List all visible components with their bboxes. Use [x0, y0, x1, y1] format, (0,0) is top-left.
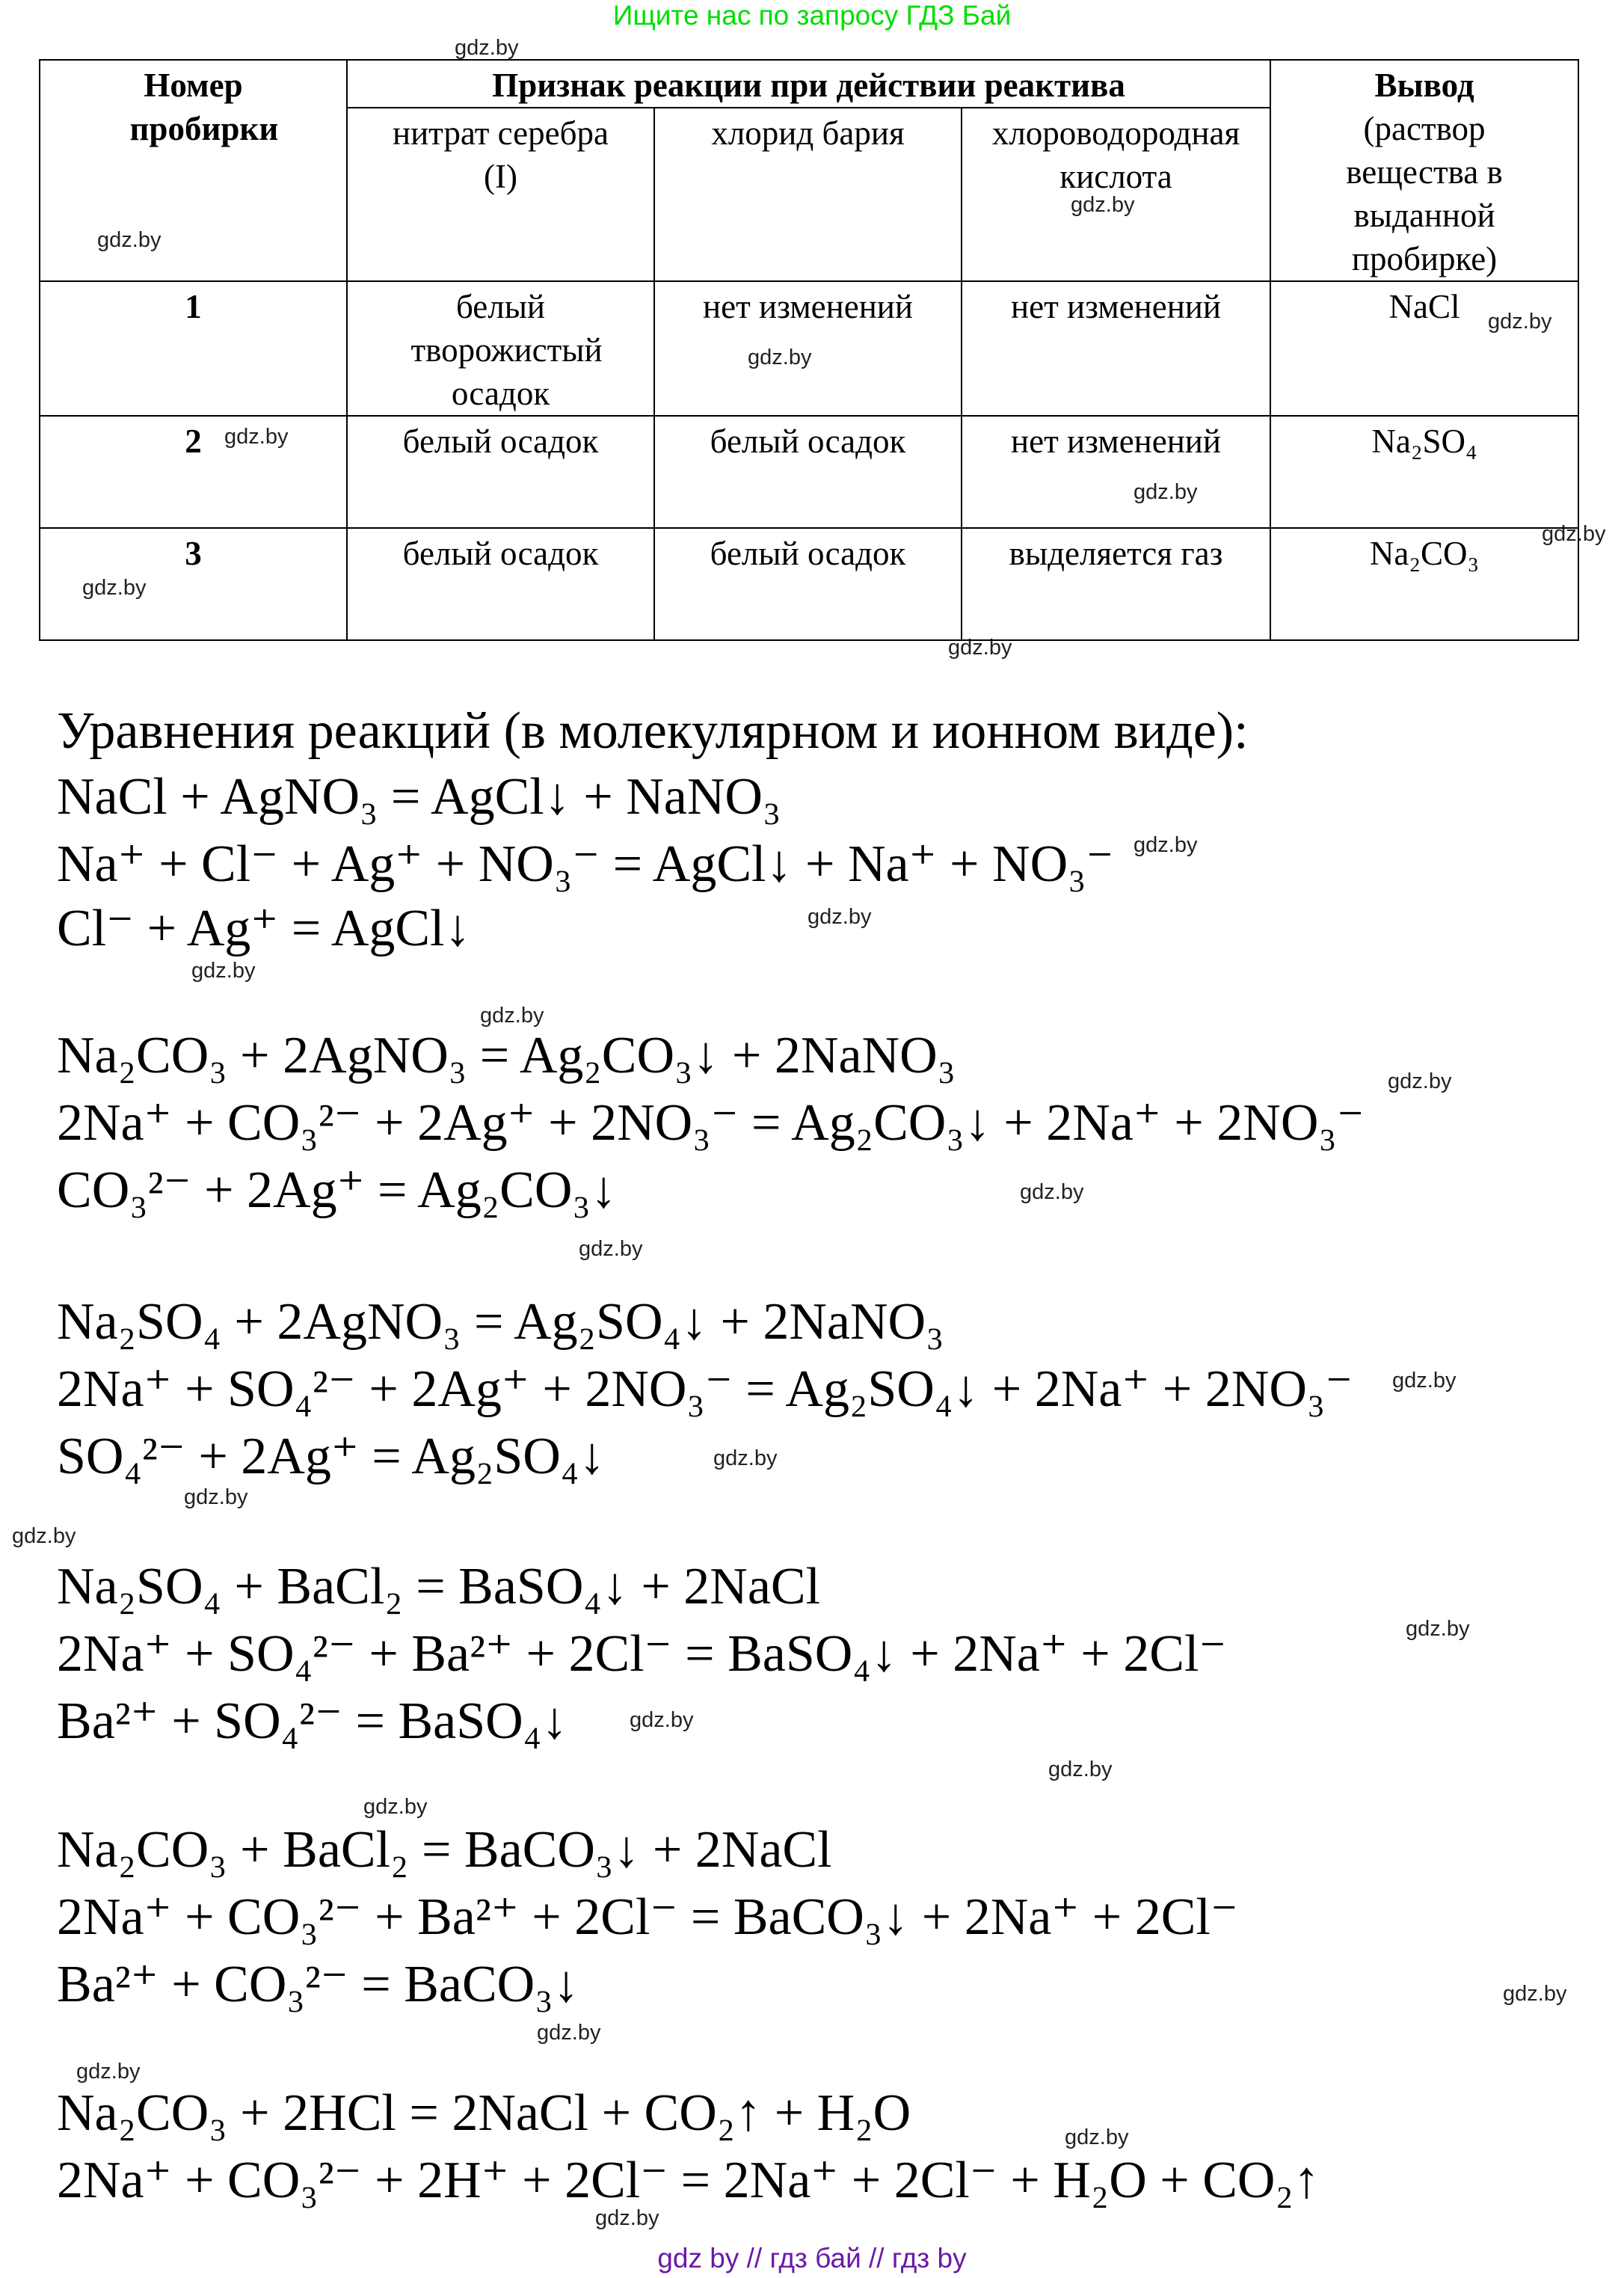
watermark: gdz.by: [595, 2206, 659, 2230]
watermark: gdz.by: [1406, 1617, 1470, 1641]
equation-line: Na₂SO₄ + BaCl₂ = BaSO₄↓ + 2NaCl: [57, 1558, 821, 1615]
table-row: [40, 281, 1578, 416]
watermark: gdz.by: [455, 36, 519, 60]
watermark: gdz.by: [1065, 2125, 1129, 2149]
barium-chloride-result: белый осадок: [654, 416, 962, 528]
table-row: [40, 528, 1578, 640]
row-number: 3: [40, 528, 347, 640]
acid-result: выделяется газ: [962, 528, 1270, 640]
acid-result: нет изменений: [962, 281, 1270, 416]
footer-links: gdz by // гдз бай // гдз by: [657, 2243, 967, 2274]
watermark: gdz.by: [808, 905, 872, 929]
barium-chloride-result: нет изменений: [654, 281, 962, 416]
watermark: gdz.by: [537, 2021, 601, 2045]
search-banner: Ищите нас по запросу ГДЗ Бай: [612, 0, 1012, 31]
watermark: gdz.by: [630, 1708, 694, 1732]
equation-line: Ba²⁺ + CO₃²⁻ = BaCO₃↓: [57, 1956, 579, 2013]
header-reagent-silver-nitrate: нитрат серебра (I): [347, 108, 654, 281]
conclusion-value: Na₂SO₄: [1270, 416, 1578, 528]
row-number: 2: [40, 416, 347, 528]
silver-nitrate-result: белый творожистый осадок: [347, 281, 654, 416]
row-number: 1: [40, 281, 347, 416]
equation-line: Na₂CO₃ + 2AgNO₃ = Ag₂CO₃↓ + 2NaNO₃: [57, 1027, 956, 1084]
watermark: gdz.by: [713, 1446, 778, 1470]
equation-line: NaCl + AgNO₃ = AgCl↓ + NaNO₃: [57, 768, 781, 826]
header-reaction-sign: Признак реакции при действии реактива: [347, 60, 1270, 108]
watermark: gdz.by: [1542, 522, 1606, 546]
watermark: gdz.by: [1392, 1369, 1457, 1393]
equation-line: Cl⁻ + Ag⁺ = AgCl↓: [57, 900, 471, 957]
equation-line: Na⁺ + Cl⁻ + Ag⁺ + NO₃⁻ = AgCl↓ + Na⁺ + NO₃⁻: [57, 835, 1114, 893]
equation-line: CO₃²⁻ + 2Ag⁺ = Ag₂CO₃↓: [57, 1161, 617, 1219]
equation-line: 2Na⁺ + CO₃²⁻ + 2Ag⁺ + 2NO₃⁻ = Ag₂CO₃↓ + 2Na⁺ + 2NO₃⁻: [57, 1094, 1365, 1152]
header-conclusion: Вывод (раствор вещества в выданной пробирке): [1270, 60, 1578, 281]
equation-line: 2Na⁺ + SO₄²⁻ + Ba²⁺ + 2Cl⁻ = BaSO₄↓ + 2Na⁺ + 2Cl⁻: [57, 1625, 1227, 1683]
watermark: gdz.by: [191, 959, 256, 983]
watermark: gdz.by: [1020, 1180, 1084, 1204]
conclusion-value: Na₂CO₃: [1270, 528, 1578, 640]
watermark: gdz.by: [1134, 833, 1198, 857]
watermark: gdz.by: [1134, 480, 1198, 504]
equation-line: 2Na⁺ + SO₄²⁻ + 2Ag⁺ + 2NO₃⁻ = Ag₂SO₄↓ + 2Na⁺ + 2NO₃⁻: [57, 1360, 1353, 1418]
equation-line: Na₂CO₃ + BaCl₂ = BaCO₃↓ + 2NaCl: [57, 1821, 832, 1879]
equation-line: Ba²⁺ + SO₄²⁻ = BaSO₄↓: [57, 1692, 568, 1750]
watermark: gdz.by: [948, 636, 1012, 660]
equation-line: 2Na⁺ + CO₃²⁻ + Ba²⁺ + 2Cl⁻ = BaCO₃↓ + 2Na⁺ + 2Cl⁻: [57, 1888, 1238, 1946]
results-table: [39, 59, 1579, 641]
table-row: [40, 416, 1578, 528]
watermark: gdz.by: [184, 1485, 248, 1509]
silver-nitrate-result: белый осадок: [347, 416, 654, 528]
watermark: gdz.by: [1071, 193, 1135, 217]
header-reagent-barium-chloride: хлорид бария: [654, 108, 962, 281]
watermark: gdz.by: [224, 425, 289, 449]
watermark: gdz.by: [12, 1524, 76, 1548]
header-reagent-hydrochloric-acid: хлороводородная кислота: [962, 108, 1270, 281]
conclusion-value: NaCl: [1270, 281, 1578, 416]
watermark: gdz.by: [76, 2060, 141, 2084]
equation-line: SO₄²⁻ + 2Ag⁺ = Ag₂SO₄↓: [57, 1428, 606, 1485]
watermark: gdz.by: [480, 1004, 544, 1028]
equation-line: 2Na⁺ + CO₃²⁻ + 2H⁺ + 2Cl⁻ = 2Na⁺ + 2Cl⁻ + H₂O + CO₂↑: [57, 2152, 1320, 2209]
watermark: gdz.by: [579, 1237, 643, 1261]
equation-line: Na₂CO₃ + 2HCl = 2NaCl + CO₂↑ + H₂O: [57, 2084, 911, 2142]
acid-result: нет изменений: [962, 416, 1270, 528]
barium-chloride-result: белый осадок: [654, 528, 962, 640]
watermark: gdz.by: [97, 228, 162, 252]
header-tube-number: Номер пробирки: [40, 60, 347, 281]
equations-heading: Уравнения реакций (в молекулярном и ионном виде):: [57, 702, 1249, 760]
equation-line: Na₂SO₄ + 2AgNO₃ = Ag₂SO₄↓ + 2NaNO₃: [57, 1293, 944, 1351]
watermark: gdz.by: [748, 346, 812, 369]
watermark: gdz.by: [1488, 310, 1552, 334]
watermark: gdz.by: [82, 576, 147, 600]
watermark: gdz.by: [1388, 1069, 1452, 1093]
silver-nitrate-result: белый осадок: [347, 528, 654, 640]
watermark: gdz.by: [1503, 1982, 1567, 2006]
watermark: gdz.by: [363, 1795, 428, 1819]
watermark: gdz.by: [1048, 1757, 1113, 1781]
